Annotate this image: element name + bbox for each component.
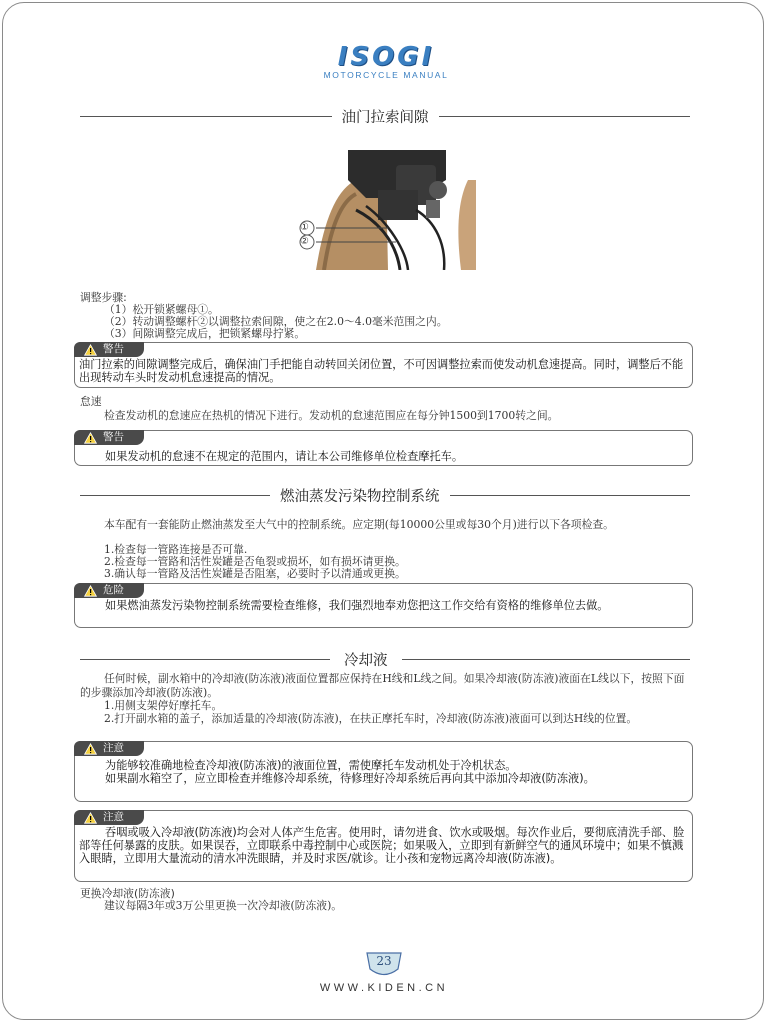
warning-triangle-icon xyxy=(84,812,97,824)
danger-text: 如果燃油蒸发污染物控制系统需要检查维修，我们强烈地奉劝您把这工作交给有资格的维修单位去做。 xyxy=(105,599,609,612)
note-text-b: 如果副水箱空了，应立即检查并维修冷却系统，待修理好冷却系统后再向其中添加冷却液(防冻液)。 xyxy=(105,771,595,785)
evap-item-2: 2.检查每一管路和活性炭罐是否龟裂或损坏，如有损坏请更换。 xyxy=(104,555,406,568)
title-rule-right xyxy=(439,116,691,117)
coolant-step-2: 2.打开副水箱的盖子，添加适量的冷却液(防冻液)，在扶正摩托车时，冷却液(防冻液)液面可以到达H线的位置。 xyxy=(104,712,638,725)
replace-text: 建议每隔3年或3万公里更换一次冷却液(防冻液)。 xyxy=(104,899,343,912)
title-rule-right xyxy=(450,495,691,496)
section-title-label: 冷却液 xyxy=(344,653,388,669)
section-title-coolant xyxy=(80,649,690,670)
section-title-throttle xyxy=(80,106,690,127)
warning-triangle-icon xyxy=(84,432,97,444)
coolant-step-1: 1.用侧支架停好摩托车。 xyxy=(104,699,223,712)
warning-box-idle xyxy=(74,430,693,466)
warning-triangle-icon xyxy=(84,585,97,597)
idle-title: 怠速 xyxy=(80,395,102,408)
note-text-a: 为能够较准确地检查冷却液(防冻液)的液面位置，需使摩托车发动机处于冷机状态。 xyxy=(105,759,517,772)
callout-2: ② xyxy=(300,236,309,247)
logo-subtitle: MOTORCYCLE MANUAL xyxy=(323,70,449,80)
warning-tag-label: 警告 xyxy=(103,343,124,355)
warning-tag xyxy=(74,342,144,357)
warning-triangle-icon xyxy=(84,344,97,356)
note-tag-label: 注意 xyxy=(103,811,124,823)
coolant-intro: 任何时候，副水箱中的冷却液(防冻液)液面位置都应保持在H线和L线之间。如果冷却液(防冻液)液面在L线以下，按照下面的步骤添加冷却液(防冻液)。 xyxy=(80,672,685,699)
danger-tag xyxy=(74,583,144,598)
note-tag xyxy=(74,810,144,825)
warning-box-throttle xyxy=(74,342,693,388)
page-number: 23 xyxy=(376,954,392,968)
section-title-label: 油门拉索间隙 xyxy=(341,110,429,126)
replace-title: 更换冷却液(防冻液) xyxy=(80,887,175,900)
note-box-coolant-2 xyxy=(74,810,693,882)
throttle-photo xyxy=(296,150,476,270)
warning-tag xyxy=(74,430,144,445)
danger-tag-label: 危险 xyxy=(103,584,124,596)
title-rule-right xyxy=(402,659,691,660)
logo-wordmark: ISOGI xyxy=(337,42,435,72)
warning-tag-label: 警告 xyxy=(103,431,124,443)
evap-item-1: 1.检查每一管路连接是否可靠. xyxy=(104,543,248,556)
note-tag xyxy=(74,741,144,756)
section-title-label: 燃油蒸发污染物控制系统 xyxy=(280,489,440,505)
warning-triangle-icon xyxy=(84,743,97,755)
note-text: 吞咽或吸入冷却液(防冻液)均会对人体产生危害。使用时，请勿进食、饮水或吸烟。每次作业后，要彻底清洗手部、脸部等任何暴露的皮肤。如果误吞，立即联系中毒控制中心或医院；如果吸入，立即到有新鲜空气的通风环境中；如果不慎溅入眼睛，立即用大量流动的清水冲洗眼睛，并及时求医/就诊。让小孩和宠物远离冷却液(防冻液)。 xyxy=(79,826,685,865)
footer-url: WWW.KIDEN.CN xyxy=(319,982,449,994)
brand-logo xyxy=(306,44,466,80)
steps-title: 调整步骤: xyxy=(80,291,127,304)
step-3: （3）间隙调整完成后，把锁紧螺母拧紧。 xyxy=(104,327,306,340)
title-rule-left xyxy=(80,495,270,496)
note-box-coolant-1 xyxy=(74,741,693,802)
note-text xyxy=(79,760,686,786)
title-rule-left xyxy=(80,659,330,660)
evap-intro: 本车配有一套能防止燃油蒸发至大气中的控制系统。应定期(每10000公里或每30个月)进行以下各项检查。 xyxy=(104,518,614,531)
step-2: （2）转动调整螺杆②以调整拉索间隙，使之在2.0～4.0毫米范围之内。 xyxy=(104,315,448,328)
warning-text: 如果发动机的怠速不在规定的范围内，请让本公司维修单位检查摩托车。 xyxy=(105,450,464,463)
page-number-badge xyxy=(364,952,404,978)
title-rule-left xyxy=(80,116,332,117)
danger-box-evap xyxy=(74,583,693,628)
step-1: （1）松开锁紧螺母①。 xyxy=(104,303,219,316)
evap-item-3: 3.确认每一管路及活性炭罐是否阻塞，必要时予以清通或更换。 xyxy=(104,567,406,580)
idle-text: 检查发动机的怠速应在热机的情况下进行。发动机的怠速范围应在每分钟1500到1700转之间。 xyxy=(104,409,559,422)
section-title-evap xyxy=(80,485,690,506)
callout-1: ① xyxy=(300,222,309,233)
note-tag-label: 注意 xyxy=(103,742,124,754)
warning-text: 油门拉索的间隙调整完成后，确保油门手把能自动转回关闭位置，不可因调整拉索而使发动机怠速提高。同时，调整后不能出现转动车头时发动机怠速提高的情况。 xyxy=(79,358,684,384)
